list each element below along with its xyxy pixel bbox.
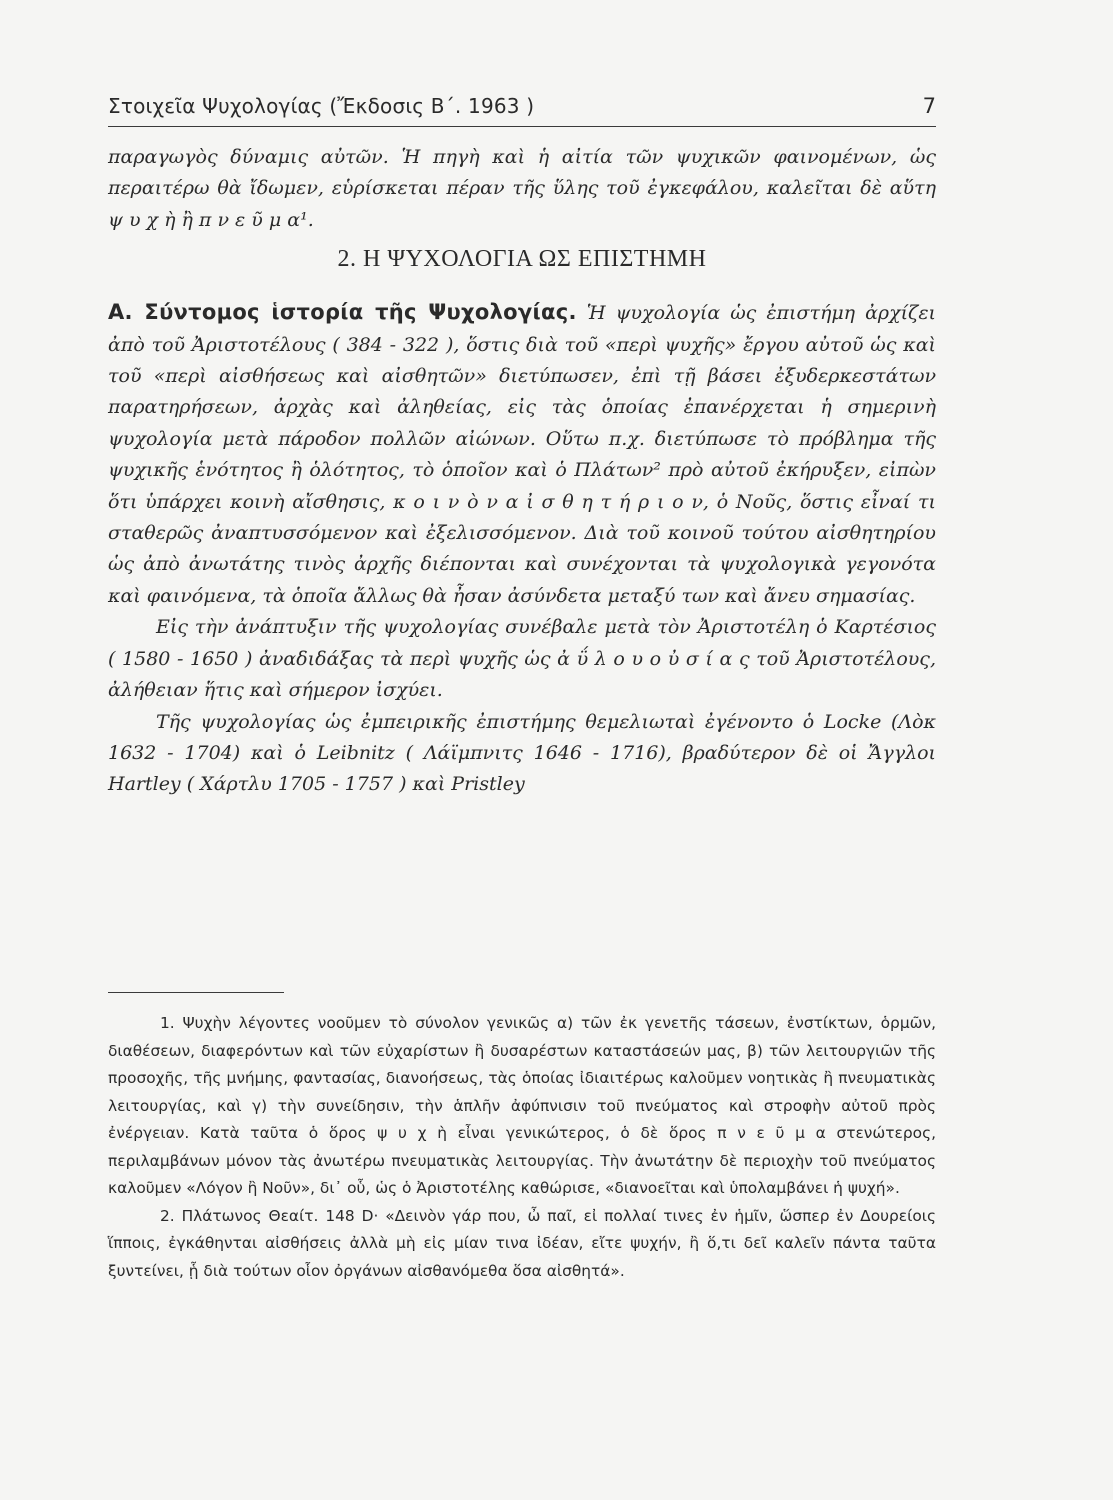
footnotes xyxy=(108,1010,936,1285)
subsection-heading: Α. Σύντομος ἱστορία τῆς Ψυχολογίας. xyxy=(108,300,577,325)
running-header xyxy=(108,94,936,128)
paragraph-history-text: Ἡ ψυχολογία ὡς ἐπιστήμη ἀρχίζει ἀπὸ τοῦ Ἀριστοτέλους ( 384 - 322 ), ὅστις διὰ τοῦ «περὶ ψυχῆς» ἔργου αὐτοῦ ὡς καὶ τοῦ «περὶ αἰσθήσεως καὶ αἰσθητῶν» διετύπωσεν, ἐπὶ τῇ βάσει ἐξυδερκεστάτων παρατηρήσεων, ἀρχὰς καὶ ἀληθείας, εἰς τὰς ὁποίας ἐπανέρχεται ἡ σημερινὴ ψυχολογία μετὰ πάροδον πολλῶν αἰώνων. Οὕτω π.χ. διετύπωσε τὸ πρόβλημα τῆς ψυχικῆς ἑνότητος ἢ ὁλότητος, τὸ ὁποῖον καὶ ὁ Πλάτων² πρὸ αὐτοῦ ἐκήρυξεν, εἰπὼν ὅτι ὑπάρχει κοινὴ αἴσθησις, κ ο ι ν ὸ ν α ἰ σ θ η τ ή ρ ι ο ν, ὁ Νοῦς, ὅστις εἶναί τι σταθερῶς ἀναπτυσσόμενον καὶ ἐξελισσόμενον. Διὰ τοῦ κοινοῦ τούτου αἰσθητηρίου ὡς ἀπὸ ἀνωτάτης τινὸς ἀρχῆς διέπονται καὶ συνέχονται τὰ ψυχολογικὰ γεγονότα καὶ φαινόμενα, τὰ ὁποῖα ἄλλως θὰ ἦσαν ἀσύνδετα μεταξύ των καὶ ἄνευ σημασίας. xyxy=(108,302,936,607)
running-header-title: Στοιχεῖα Ψυχολογίας (Ἔκδοσις Β΄. 1963 ) xyxy=(108,94,535,118)
footnote-rule xyxy=(108,992,284,993)
footnote-2: 2. Πλάτωνος Θεαίτ. 148 D· «Δεινὸν γάρ που, ὦ παῖ, εἰ πολλαί τινες ἐν ἡμῖν, ὥσπερ ἐν Δουρείοις ἵπποις, ἐγκάθηνται αἰσθήσεις ἀλλὰ μὴ εἰς μίαν τινα ἰδέαν, εἴτε ψυχήν, ἢ ὅ,τι δεῖ καλεῖν πάντα ταῦτα ξυντείνει, ᾗ διὰ τούτων οἷον ὀργάνων αἰσθανόμεθα ὅσα αἰσθητά». xyxy=(108,1206,936,1280)
paragraph-descartes: Εἰς τὴν ἀνάπτυξιν τῆς ψυχολογίας συνέβαλε μετὰ τὸν Ἀριστοτέλη ὁ Καρτέσιος ( 1580 - 1650 ) ἀναδιδάξας τὰ περὶ ψυχῆς ὡς ἀ ΰ λ ο υ ο ὐ σ ί α ς τοῦ Ἀριστοτέλους, ἀλήθειαν ἥτις καὶ σήμερον ἰσχύει. xyxy=(108,616,936,702)
paragraph-empirical: Τῆς ψυχολογίας ὡς ἐμπειρικῆς ἐπιστήμης θεμελιωταὶ ἐγένοντο ὁ Locke (Λὸκ 1632 - 1704) καὶ ὁ Leibnitz ( Λάϊμπνιτς 1646 - 1716), βραδύτερον δὲ οἱ Ἄγγλοι Hartley ( Χάρτλυ 1705 - 1757 ) καὶ Pristley xyxy=(108,710,936,796)
intro-paragraph: παραγωγὸς δύναμις αὐτῶν. Ἡ πηγὴ καὶ ἡ αἰτία τῶν ψυχικῶν φαινομένων, ὡς περαιτέρω θὰ ἴδωμεν, εὑρίσκεται πέραν τῆς ὕλης τοῦ ἐγκεφάλου, καλεῖται δὲ αὕτη ψ υ χ ὴ ἢ π ν ε ῦ μ α¹. xyxy=(108,146,936,231)
main-text xyxy=(108,142,936,801)
header-rule xyxy=(108,126,936,127)
footnote-1: 1. Ψυχὴν λέγοντες νοοῦμεν τὸ σύνολον γενικῶς α) τῶν ἐκ γενετῆς τάσεων, ἐνστίκτων, ὁρμῶν, διαθέσεων, διαφερόντων καὶ τῶν εὐχαρίστων ἢ δυσαρέστων καταστάσεών μας, β) τῶν λειτουργιῶν τῆς προσοχῆς, τῆς μνήμης, φαντασίας, διανοήσεως, τὰς ὁποίας ἰδιαιτέρως καλοῦμεν νοητικὰς ἢ πνευματικὰς λειτουργίας, καὶ γ) τὴν συνείδησιν, τὴν ἁπλῆν ἀφύπνισιν τοῦ πνεύματος καὶ στροφὴν αὐτοῦ πρὸς ἐνέργειαν. Κατὰ ταῦτα ὁ ὅρος ψ υ χ ὴ εἶναι γενικώτερος, ὁ δὲ ὅρος π ν ε ῦ μ α στενώτερος, περιλαμβάνων μόνον τὰς ἀνωτέρω πνευματικὰς λειτουργίας. Τὴν ἀνωτάτην δὲ περιοχὴν τοῦ πνεύματος καλοῦμεν «Λόγον ἢ Νοῦν», δι᾽ οὗ, ὡς ὁ Ἀριστοτέλης καθώρισε, «διανοεῖται καὶ ὑπολαμβάνει ἡ ψυχή». xyxy=(108,1014,936,1197)
section-heading: 2. Η ΨΥΧΟΛΟΓΙΑ ΩΣ ΕΠΙΣΤΗΜΗ xyxy=(337,246,707,273)
paragraph-history xyxy=(108,297,936,612)
page-number: 7 xyxy=(922,94,936,118)
